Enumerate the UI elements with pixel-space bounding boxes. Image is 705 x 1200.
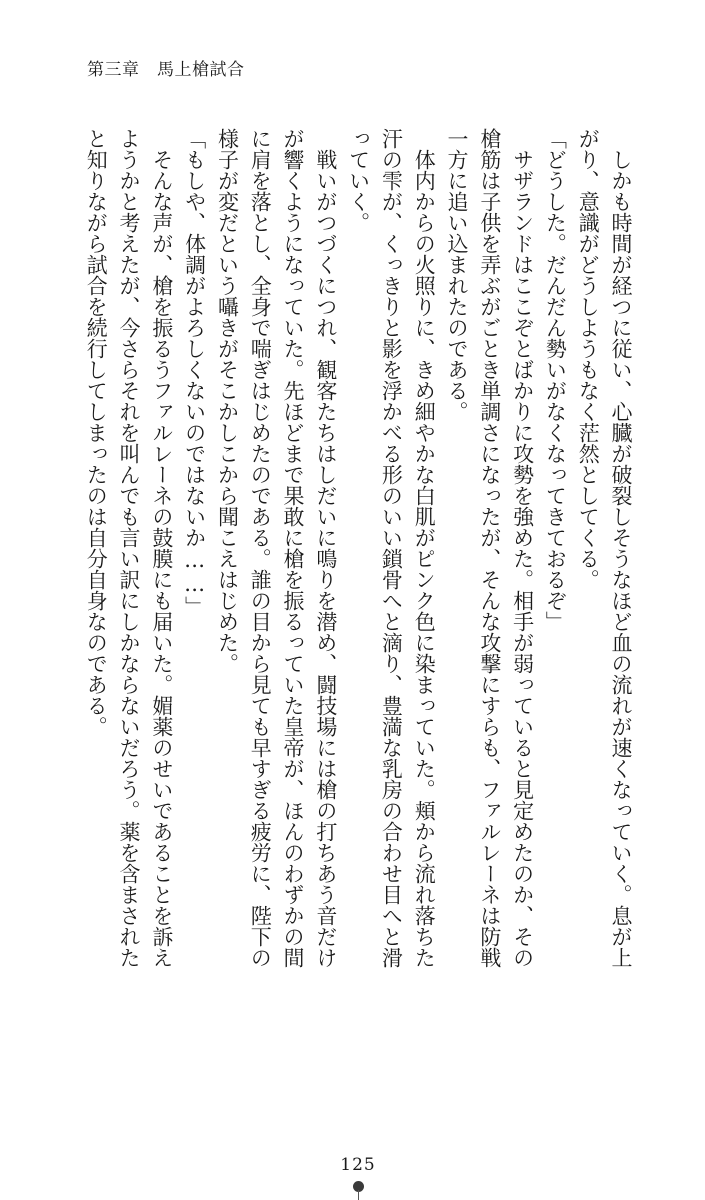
- text-column: 槍筋は子供を弄ぶがごとき単調さになったが、そんな攻撃にすらも、ファルレーネは防戦: [477, 128, 502, 968]
- page-number: 125: [340, 1155, 376, 1175]
- text-column: 「どうした。だんだん勢いがなくなってきておるぞ」: [543, 128, 568, 632]
- text-column: っていく。: [346, 128, 371, 233]
- text-column: 様子が変だという囁きがそこかしこから聞こえはじめた。: [215, 128, 240, 674]
- text-column: しかも時間が経つに従い、心臓が破裂しそうなほど血の流れが速くなっていく。息が上: [609, 128, 633, 968]
- text-column: 一方に追い込まれたのである。: [445, 128, 470, 422]
- text-column: 体内からの火照りに、きめ細やかな白肌がピンク色に染まっていた。頬から流れ落ちた: [412, 128, 437, 968]
- text-column: サザランドはここぞとばかりに攻勢を強めた。相手が弱っていると見定めたのか、その: [510, 128, 535, 968]
- text-column: 汗の雫が、くっきりと影を浮かべる形のいい鎖骨へと滴り、豊満な乳房の合わせ目へと滑: [379, 128, 404, 968]
- text-column: と知りながら試合を続行してしまったのは自分自身なのである。: [84, 128, 109, 737]
- text-column: が響くようになっていた。先ほどまで果敢に槍を振るっていた皇帝が、ほんのわずかの間: [281, 128, 306, 968]
- text-column: 戦いがつづくにつれ、観客たちはしだいに鳴りを潜め、闘技場には槍の打ちあう音だけ: [313, 128, 338, 968]
- text-column: 「もしや、体調がよろしくないのではないか……」: [182, 128, 207, 617]
- text-column: に肩を落とし、全身で喘ぎはじめたのである。誰の目から見ても早すぎる疲労に、陛下の: [248, 128, 273, 968]
- folio-line-ornament: [358, 1190, 359, 1200]
- vertical-body-text: [79, 128, 637, 973]
- text-column: そんな声が、槍を振るうファルレーネの鼓膜にも届いた。媚薬のせいであることを訴え: [149, 128, 174, 968]
- running-head: 第三章 馬上槍試合: [87, 60, 245, 80]
- text-column: ようかと考えたが、今さらそれを叫んでも言い訳にしかならないだろう。薬を含まされた: [117, 128, 142, 968]
- text-column: がり、意識がどうしようもなく茫然としてくる。: [576, 128, 601, 590]
